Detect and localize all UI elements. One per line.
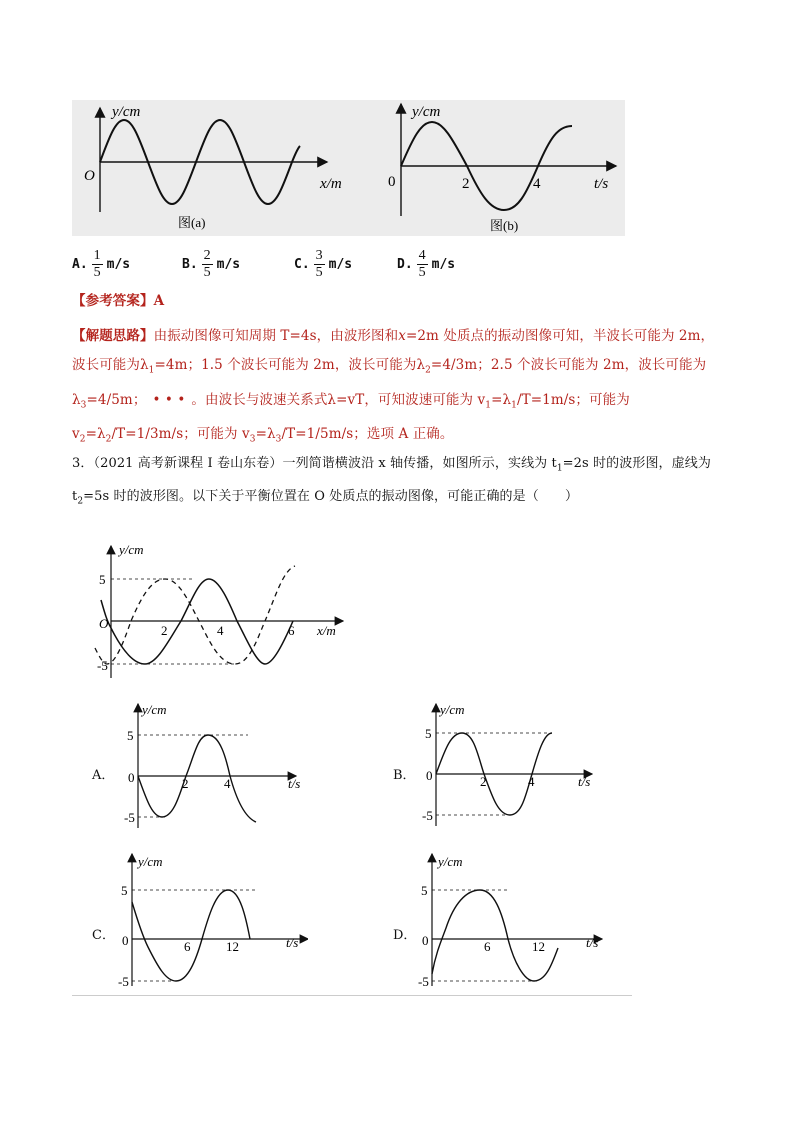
svg-text:t/s: t/s (578, 774, 591, 789)
wave-ytick-neg5: -5 (97, 658, 108, 673)
fig-a-origin: O (84, 168, 95, 184)
svg-text:0: 0 (122, 933, 129, 948)
q2-option-a[interactable] (72, 243, 130, 285)
option-fraction: $\frac{2}{5}$ (203, 247, 211, 280)
choice-d-curve (432, 890, 558, 981)
svg-text:2: 2 (182, 776, 189, 791)
wave-xtick-6: 6 (288, 623, 295, 638)
svg-text:0: 0 (422, 933, 429, 948)
fig-a-ylabel: y/cm (112, 104, 141, 120)
choice-c-graph[interactable] (118, 852, 308, 988)
fig-b-tick-2: 2 (462, 176, 470, 192)
option-unit: m/s (216, 256, 241, 272)
svg-text:6: 6 (484, 939, 491, 954)
solution-label: 【解题思路】 (72, 328, 154, 344)
figure-b (372, 100, 625, 236)
option-fraction: $\frac{3}{5}$ (315, 247, 323, 280)
answer-line (72, 290, 724, 312)
choice-b-graph[interactable] (416, 698, 606, 830)
svg-text:t/s: t/s (288, 776, 301, 791)
choice-b-letter[interactable]: B． (393, 768, 416, 783)
option-letter: B. (182, 256, 198, 272)
svg-text:5: 5 (127, 728, 134, 743)
q3-wave-figure (85, 540, 355, 680)
svg-text:12: 12 (226, 939, 239, 954)
q2-option-c[interactable] (294, 243, 352, 285)
option-unit: m/s (431, 256, 456, 272)
svg-text:5: 5 (121, 883, 128, 898)
option-letter: A. (72, 256, 88, 272)
svg-text:2: 2 (480, 774, 487, 789)
choice-c-letter[interactable]: C． (92, 928, 115, 943)
q2-option-b[interactable] (182, 243, 240, 285)
svg-text:t/s: t/s (286, 935, 299, 950)
svg-text:5: 5 (425, 726, 432, 741)
choice-c-curve (132, 890, 250, 981)
svg-text:5: 5 (421, 883, 428, 898)
svg-text:t/s: t/s (586, 935, 599, 950)
svg-text:y/cm: y/cm (440, 702, 465, 717)
svg-text:0: 0 (426, 768, 433, 783)
wave-origin: O (99, 616, 109, 631)
choice-d-graph[interactable] (416, 852, 606, 988)
option-letter: C. (294, 256, 310, 272)
svg-text:y/cm: y/cm (142, 702, 167, 717)
wave-xlabel: x/m (317, 623, 336, 638)
svg-text:6: 6 (184, 939, 191, 954)
choice-a-letter[interactable]: A． (92, 768, 115, 783)
choice-d-letter[interactable]: D． (393, 928, 417, 943)
bottom-divider (72, 995, 632, 996)
fig-a-caption: 图(a) (178, 215, 206, 230)
wave-ytick-5: 5 (99, 572, 106, 587)
option-unit: m/s (328, 256, 353, 272)
answer-label: 【参考答案】 (72, 293, 154, 309)
fig-b-caption: 图(b) (490, 218, 519, 233)
wave-ylabel: y/cm (119, 542, 144, 557)
wave-xtick-4: 4 (217, 623, 224, 638)
fig-b-ylabel: y/cm (412, 104, 441, 120)
svg-text:0: 0 (128, 770, 135, 785)
q2-options (72, 243, 632, 285)
fig-b-tick-4: 4 (533, 176, 541, 192)
svg-text:y/cm: y/cm (438, 854, 463, 869)
option-letter: D. (397, 256, 413, 272)
svg-text:4: 4 (224, 776, 231, 791)
choice-a-graph[interactable] (118, 698, 308, 830)
question-3-stem: 3．（2021 高考新课程 I 卷山东卷）一列简谐横波沿 x 轴传播，如图所示，实线为 $t_1=2s$ 时的波形图，虚线为 $t_2=5s$ 时的波形图。以下关于平衡位置在 O 处质点的振动图像，可能正确的是（ ） (72, 456, 711, 507)
fig-b-origin: 0 (388, 174, 396, 190)
fig-b-xlabel: t/s (594, 176, 609, 192)
fig-a-xlabel: x/m (320, 176, 342, 192)
choice-a-curve (138, 735, 256, 822)
q2-option-d[interactable] (397, 243, 455, 285)
wave-dashed (95, 566, 295, 664)
option-fraction: $\frac{1}{5}$ (93, 247, 101, 280)
solution-paragraph: 【解题思路】由振动图像可知周期 T=4s，由波形图和x=2m 处质点的振动图像可知，半波长可能为 2m，波长可能为$\lambda_1=4m$；1.5 个波长可能为 2m，波长可能为$\lambda_2=4/3m$；2.5 个波长可能为 2m，波长可能为$\lambda_3=4/5m$； • • • 。由波长与波速关系式λ=vT，可知波速可能为 $v_1=\lambda_1/T=1m/s$；可能为 $v_2=\lambda_2/T=1/3m/s$；可能为 $v_3=\lambda_3/T=1/5m/s$；选项 A 正确。 (72, 328, 715, 446)
svg-text:y/cm: y/cm (138, 854, 163, 869)
svg-text:-5: -5 (124, 810, 135, 825)
answer-value: A (153, 293, 165, 309)
svg-text:4: 4 (528, 774, 535, 789)
svg-text:-5: -5 (422, 808, 433, 823)
svg-text:-5: -5 (418, 974, 429, 988)
option-fraction: $\frac{4}{5}$ (418, 247, 426, 280)
wave-xtick-2: 2 (161, 623, 168, 638)
svg-text:12: 12 (532, 939, 545, 954)
svg-text:-5: -5 (118, 974, 129, 988)
option-unit: m/s (106, 256, 131, 272)
